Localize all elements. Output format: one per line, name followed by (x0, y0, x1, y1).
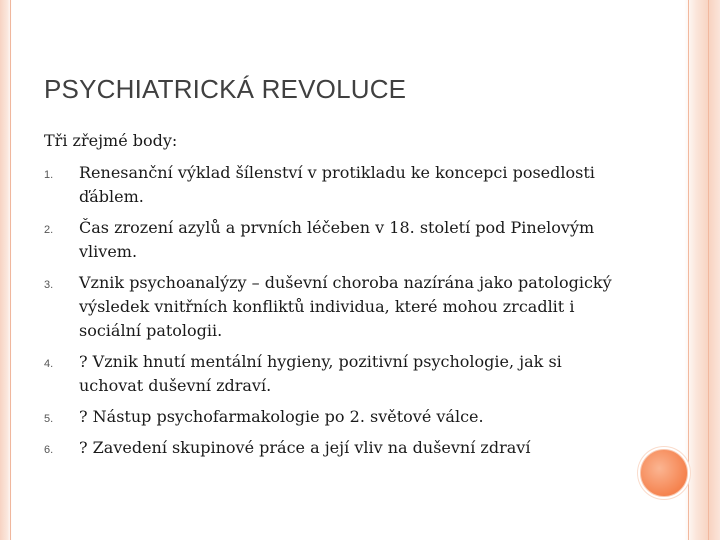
slide-title: PSYCHIATRICKÁ REVOLUCE (44, 74, 407, 104)
list-item-number: 4. (44, 358, 54, 370)
list-item (44, 271, 624, 343)
intro-text: Tři zřejmé body: (44, 131, 178, 150)
orange-circle-decoration (640, 449, 688, 497)
list-item-text: Renesanční výklad šílenství v protikladu ke koncepci posedlosti ďáblem. (79, 163, 595, 206)
list-item-number: 6. (44, 444, 54, 456)
left-accent-strip (0, 0, 12, 540)
right-accent-line (708, 0, 709, 540)
list-item-number: 1. (44, 169, 54, 181)
list-item (44, 405, 624, 429)
list-item-number: 2. (44, 224, 54, 236)
right-accent-line (688, 0, 689, 540)
list-item (44, 161, 624, 209)
list-item (44, 216, 624, 264)
list-item (44, 436, 624, 460)
right-accent-strip (684, 0, 720, 540)
numbered-list (44, 161, 624, 467)
list-item (44, 350, 624, 398)
list-item-text: Vznik psychoanalýzy – duševní choroba nazírána jako patologický výsledek vnitřních konfliktů individua, které mohou zrcadlit i sociální patologii. (79, 273, 612, 340)
list-item-number: 5. (44, 413, 54, 425)
list-item-text: ? Zavedení skupinové práce a její vliv na duševní zdraví (79, 438, 531, 457)
list-item-text: ? Nástup psychofarmakologie po 2. světové válce. (79, 407, 484, 426)
list-item-text: Čas zrození azylů a prvních léčeben v 18. století pod Pinelovým vlivem. (79, 218, 595, 261)
list-item-number: 3. (44, 279, 54, 291)
list-item-text: ? Vznik hnutí mentální hygieny, pozitivní psychologie, jak si uchovat duševní zdraví. (79, 352, 562, 395)
